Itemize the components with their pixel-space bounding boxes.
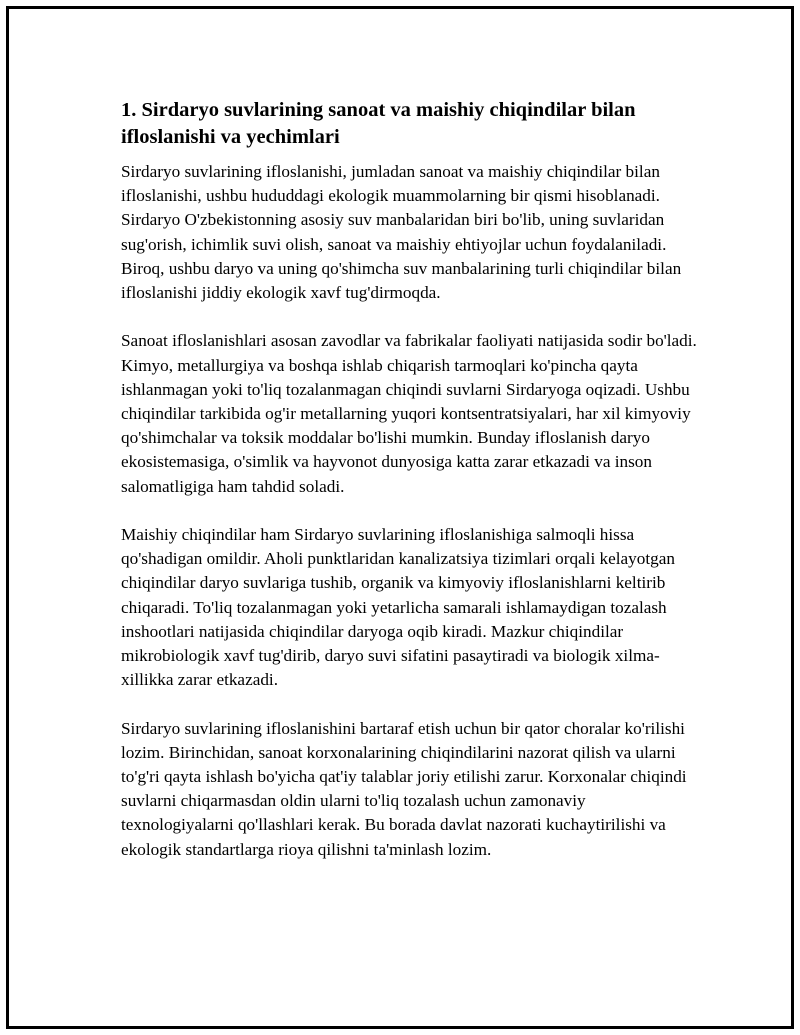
paragraph-1: Sirdaryo suvlarining ifloslanishi, jumladan sanoat va maishiy chiqindilar bilan ifloslanishi, ushbu hududdagi ekologik muammolarning bir qismi hisoblanadi. Sirdaryo O'zbekistonning asosiy suv manbalaridan biri bo'lib, uning suvlaridan sug'orish, ichimlik suvi olish, sanoat va maishiy ehtiyojlar uchun foydalaniladi. Biroq, ushbu daryo va uning qo'shimcha suv manbalarining turli chiqindilar bilan ifloslanishi jiddiy ekologik xavf tug'dirmoqda. [121,162,682,303]
paragraph-2: Sanoat ifloslanishlari asosan zavodlar va fabrikalar faoliyati natijasida sodir bo'ladi. Kimyo, metallurgiya va boshqa ishlab chiqarish tarmoqlari ko'pincha qayta ishlanmagan yoki to'liq tozalanmagan chiqindi suvlarni Sirdaryoga oqizadi. Ushbu chiqindilar tarkibida og'ir metallarning yuqori kontsentratsiyalari, har xil kimyoviy qo'shimchalar va toksik moddalar bo'lishi mumkin. Bunday ifloslanish daryo ekosistemasiga, o'simlik va hayvonot dunyosiga katta zarar etkazadi va inson salomatligiga ham tahdid soladi. [121,331,697,496]
section-heading: 1. Sirdaryo suvlarining sanoat va maishiy chiqindilar bilan ifloslanishi va yechimlari [121,99,636,148]
document-content [121,97,701,886]
document-page [6,6,794,1029]
paragraph-4: Sirdaryo suvlarining ifloslanishini bartaraf etish uchun bir qator choralar ko'rilishi lozim. Birinchidan, sanoat korxonalarining chiqindilarini nazorat qilish va ularni to'g'ri qayta ishlash bo'yicha qat'iy talablar joriy etilishi zarur. Korxonalar chiqindi suvlarni chiqarmasdan oldin ularni to'liq tozalash uchun zamonaviy texnologiyalarni qo'llashlari kerak. Bu borada davlat nazorati kuchaytirilishi va ekologik standartlarga rioya qilishni ta'minlash lozim. [121,718,687,859]
paragraph-3: Maishiy chiqindilar ham Sirdaryo suvlarining ifloslanishiga salmoqli hissa qo'shadigan omildir. Aholi punktlaridan kanalizatsiya tizimlari orqali kelayotgan chiqindilar daryo suvlariga tushib, organik va kimyoviy ifloslanishlarni keltirib chiqaradi. To'liq tozalanmagan yoki yetarlicha samarali ishlamaydigan tozalash inshootlari natijasida chiqindilar daryoga oqib kiradi. Mazkur chiqindilar mikrobiologik xavf tug'dirib, daryo suvi sifatini pasaytiradi va biologik xilma-xillikka zarar etkazadi. [121,525,675,690]
